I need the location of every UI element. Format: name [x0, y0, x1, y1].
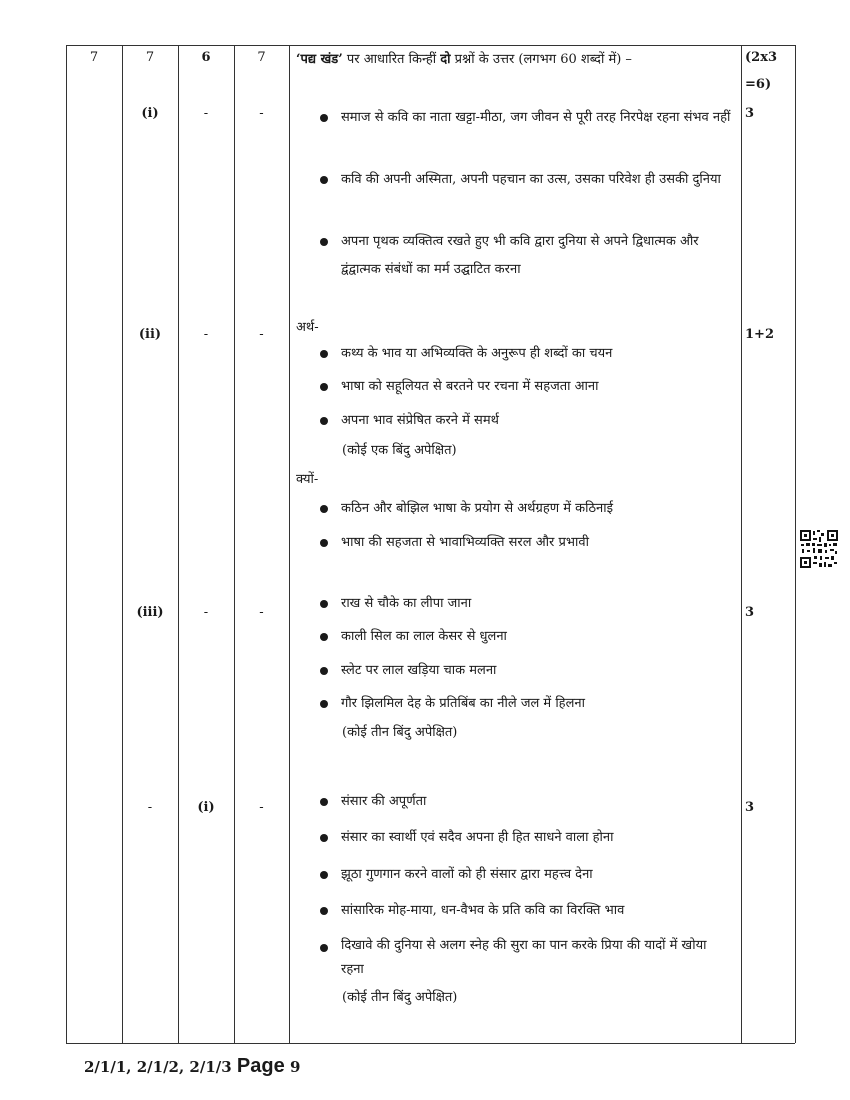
- table-column-divider: [741, 45, 742, 1043]
- q3-label: (iii): [136, 605, 164, 620]
- page-word: Page: [236, 1055, 285, 1077]
- q1-marks: 3: [745, 106, 755, 121]
- heading-text: पर आधारित किन्हीं: [342, 52, 441, 67]
- set2-question-number: 7: [145, 50, 155, 65]
- bullet-icon: [320, 667, 328, 675]
- table-top-border: [66, 45, 795, 46]
- table-column-divider: [66, 45, 67, 1043]
- bullet-icon: [320, 834, 328, 842]
- bullet-icon: [320, 505, 328, 513]
- page-number: 9: [284, 1058, 301, 1076]
- q2-label: (ii): [138, 327, 162, 342]
- list-item-text: कथ्य के भाव या अभिव्यक्ति के अनुरूप ही शब्दों का चयन: [341, 346, 613, 361]
- heading-emphasis: दो: [440, 52, 451, 67]
- q3-dash: -: [203, 605, 209, 620]
- table-column-divider: [234, 45, 235, 1043]
- list-item-text: कठिन और बोझिल भाषा के प्रयोग से अर्थग्रहण में कठिनाई: [341, 501, 614, 516]
- bullet-icon: [320, 944, 328, 952]
- set1-question-number: 7: [89, 50, 99, 65]
- q3-dash: -: [259, 605, 264, 620]
- total-marks-line1: (2x3: [745, 50, 777, 65]
- set3-question-number: 6: [201, 50, 211, 65]
- q4-note: (कोई तीन बिंदु अपेक्षित): [342, 990, 458, 1005]
- table-bottom-border: [66, 1043, 795, 1044]
- bullet-icon: [320, 350, 328, 358]
- bullet-icon: [320, 798, 328, 806]
- table-column-divider: [795, 45, 796, 1043]
- q1-dash: -: [203, 106, 209, 121]
- bullet-icon: [320, 114, 328, 122]
- q3-marks: 3: [745, 605, 755, 620]
- q2-dash: -: [203, 327, 209, 342]
- q4-dash: -: [259, 800, 264, 815]
- total-marks-line2: =6): [745, 77, 772, 92]
- q1-dash: -: [259, 106, 264, 121]
- q4-dash: -: [147, 800, 153, 815]
- artha-note: (कोई एक बिंदु अपेक्षित): [342, 443, 457, 458]
- q3-note: (कोई तीन बिंदु अपेक्षित): [342, 725, 458, 740]
- bullet-icon: [320, 176, 328, 184]
- kyon-label: क्यों-: [296, 472, 319, 487]
- bullet-icon: [320, 700, 328, 708]
- bullet-icon: [320, 633, 328, 641]
- section-name: ‘पद्य खंड’: [296, 52, 343, 67]
- list-item-text: झूठा गुणगान करने वालों को ही संसार द्वारा महत्त्व देना: [341, 867, 593, 882]
- list-item-text: सांसारिक मोह-माया, धन-वैभव के प्रति कवि का विरक्ति भाव: [341, 903, 625, 918]
- page-footer: [84, 1055, 300, 1078]
- list-item-text: भाषा की सहजता से भावाभिव्यक्ति सरल और प्रभावी: [341, 535, 589, 550]
- section-heading: [296, 49, 736, 67]
- qr-code-icon: [799, 529, 839, 569]
- list-item-text: समाज से कवि का नाता खट्टा-मीठा, जग जीवन से पूरी तरह निरपेक्ष रहना संभव नहीं: [341, 110, 731, 125]
- bullet-icon: [320, 417, 328, 425]
- q4-label: (i): [197, 800, 215, 815]
- q2-marks: 1+2: [745, 327, 774, 342]
- list-item-text: भाषा को सहूलियत से बरतने पर रचना में सहजता आना: [341, 379, 599, 394]
- bullet-icon: [320, 907, 328, 915]
- list-item-text: संसार का स्वार्थी एवं सदैव अपना ही हित साधने वाला होना: [341, 830, 614, 845]
- set4-question-number: 7: [257, 50, 266, 65]
- bullet-icon: [320, 383, 328, 391]
- q4-marks: 3: [745, 800, 755, 815]
- q2-dash: -: [259, 327, 264, 342]
- heading-text-end: प्रश्नों के उत्तर (लगभग 60 शब्दों में) –: [450, 52, 632, 67]
- table-column-divider: [122, 45, 123, 1043]
- bullet-icon: [320, 871, 328, 879]
- list-item-text: संसार की अपूर्णता: [341, 794, 427, 809]
- list-item-text: कवि की अपनी अस्मिता, अपनी पहचान का उत्स, उसका परिवेश ही उसकी दुनिया: [341, 172, 721, 187]
- list-item-text: गौर झिलमिल देह के प्रतिबिंब का नीले जल में हिलना: [341, 696, 585, 711]
- q1-label: (i): [141, 106, 159, 121]
- list-item-text: अपना पृथक व्यक्तित्व रखते हुए भी कवि द्वारा दुनिया से अपने द्विधात्मक और द्वंद्वात्मक संबंधों का मर्म उद्घाटित करना: [341, 234, 699, 277]
- bullet-icon: [320, 539, 328, 547]
- list-item-text: स्लेट पर लाल खड़िया चाक मलना: [341, 663, 497, 678]
- list-item-text: राख से चौके का लीपा जाना: [341, 596, 472, 611]
- table-column-divider: [289, 45, 290, 1043]
- list-item-text: अपना भाव संप्रेषित करने में समर्थ: [341, 413, 499, 428]
- list-item-text: काली सिल का लाल केसर से धुलना: [341, 629, 507, 644]
- bullet-icon: [320, 600, 328, 608]
- artha-label: अर्थ-: [296, 320, 319, 335]
- list-item-text: दिखावे की दुनिया से अलग स्नेह की सुरा का पान करके प्रिया की यादों में खोया रहना: [341, 938, 707, 977]
- table-column-divider: [178, 45, 179, 1043]
- paper-codes: 2/1/1, 2/1/2, 2/1/3: [84, 1058, 237, 1076]
- bullet-icon: [320, 238, 328, 246]
